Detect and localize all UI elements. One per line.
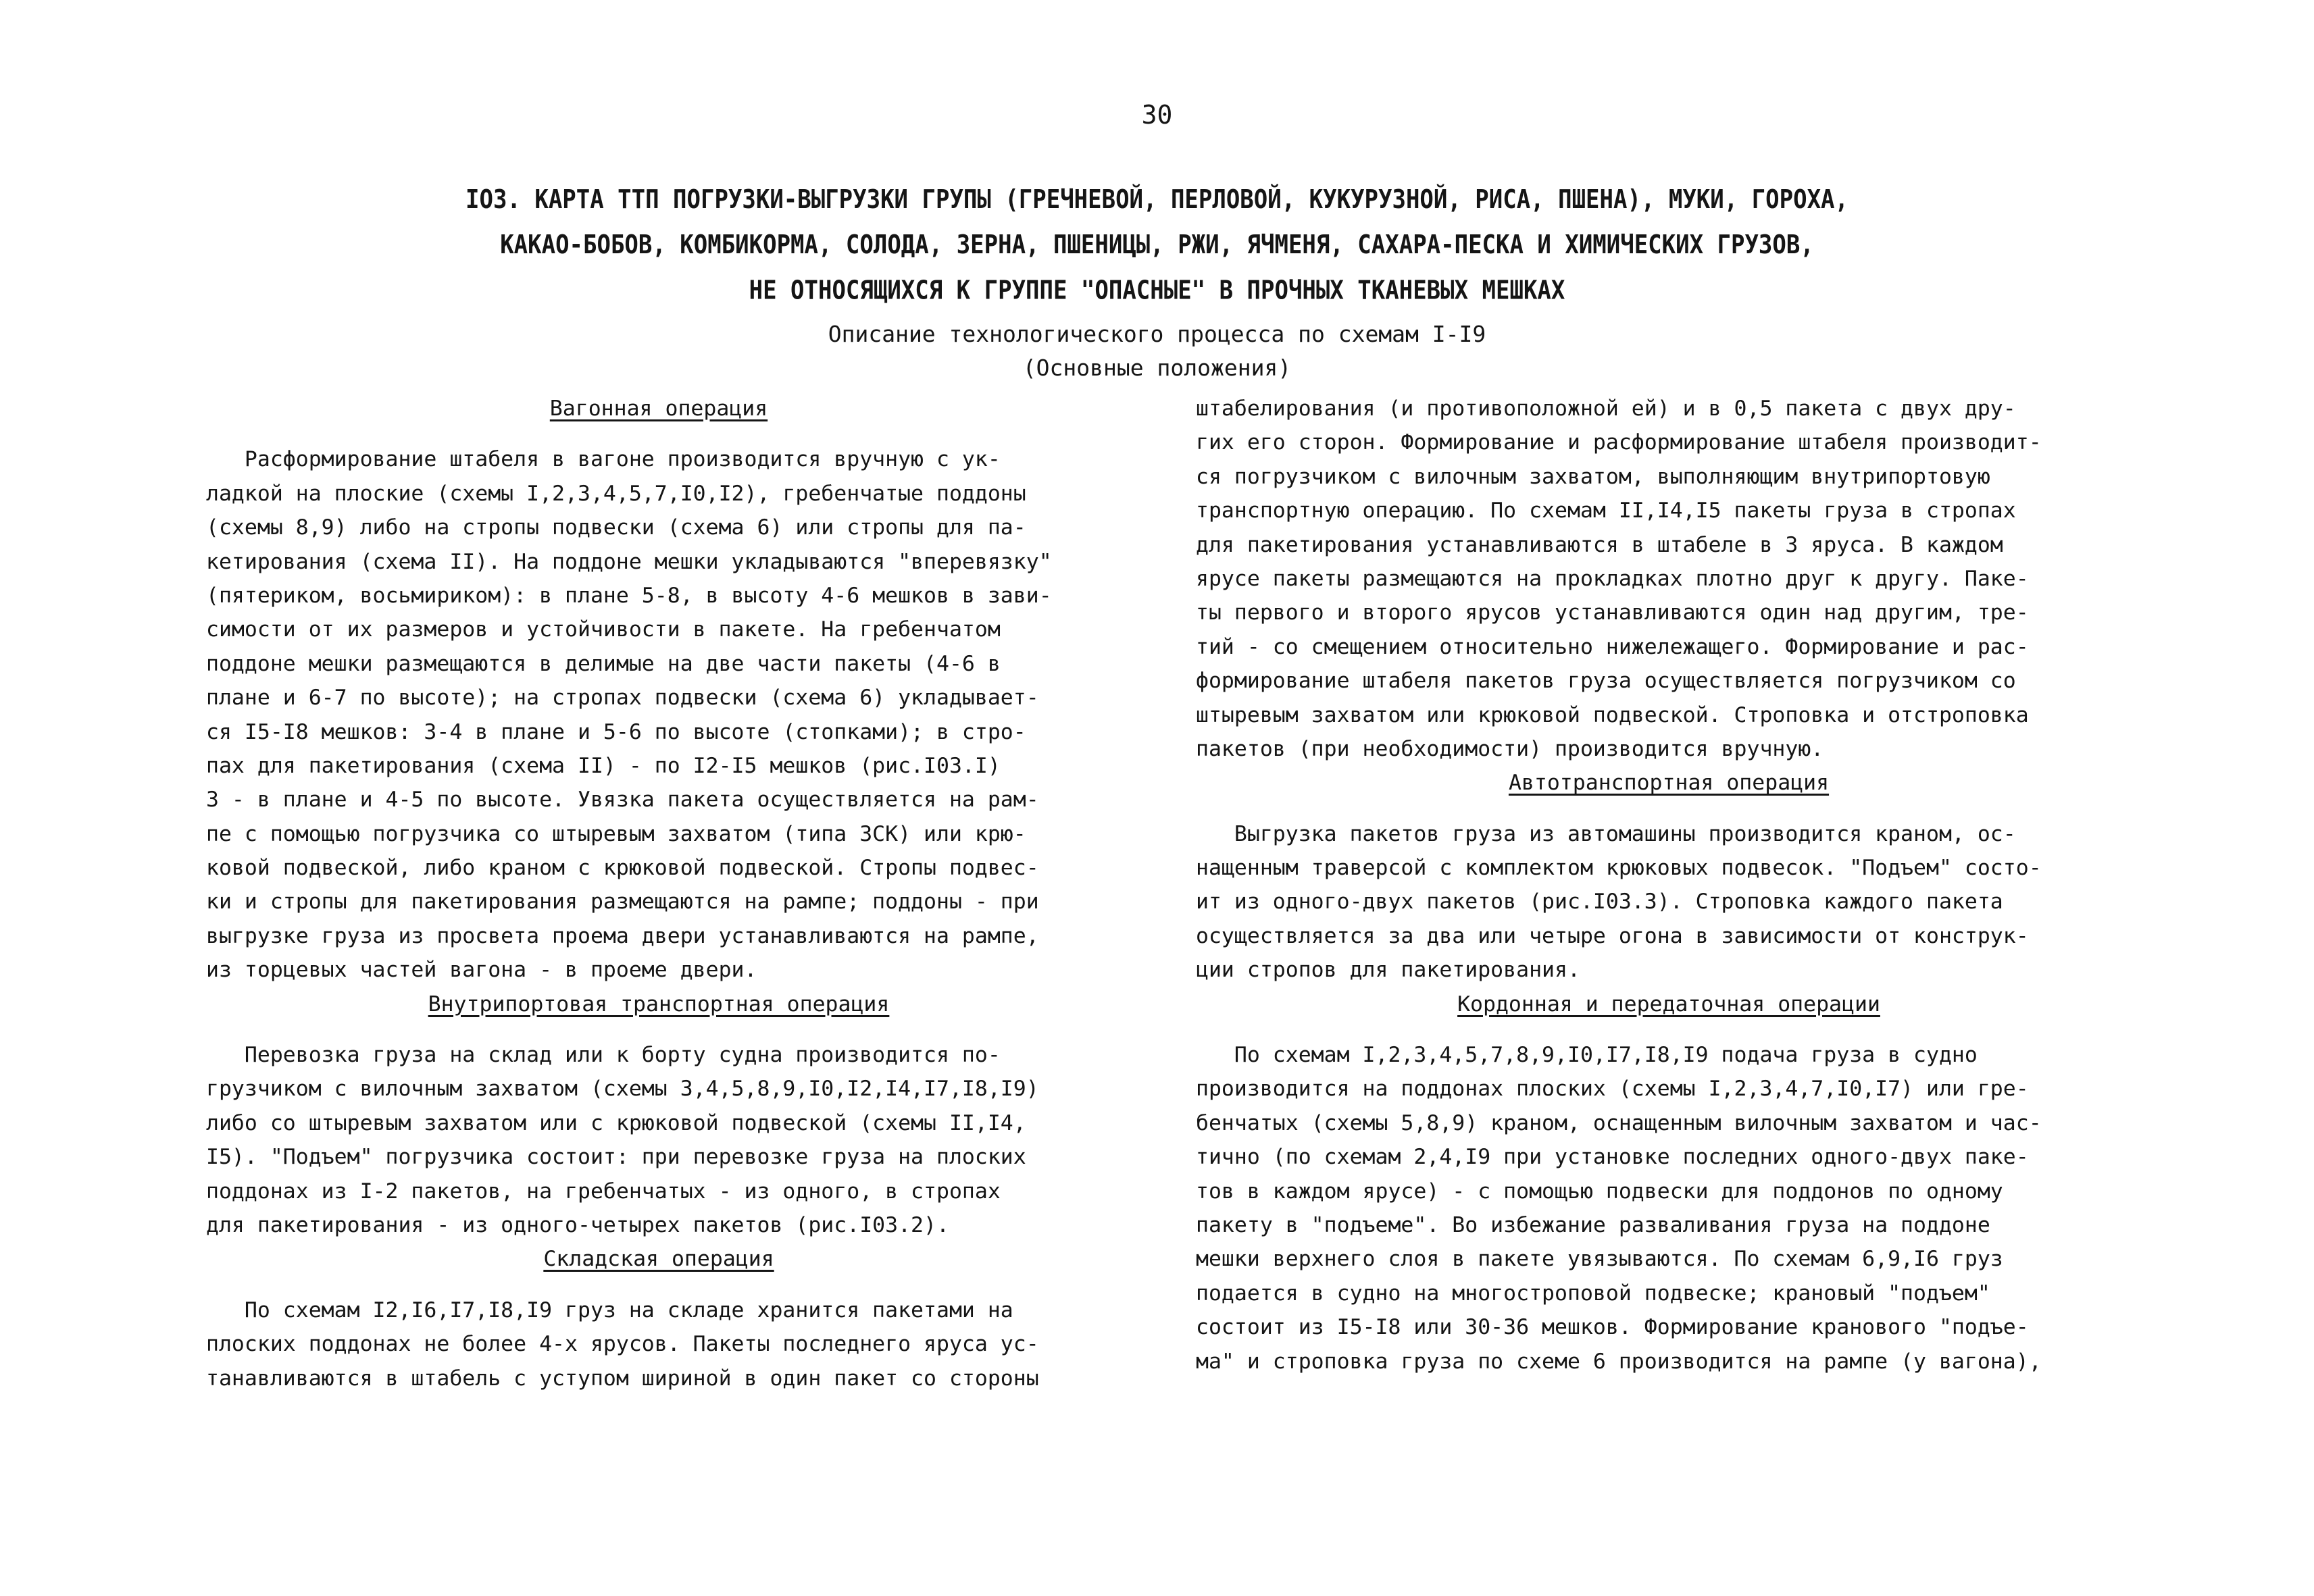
- text-line: транспортную операцию. По схемам II,I4,I5 пакеты груза в стропах: [1196, 498, 2016, 523]
- section-heading: Автотранспортная операция: [1508, 771, 1830, 796]
- right-column: [1196, 392, 2142, 1379]
- heading-spacer: [206, 1021, 1111, 1038]
- right-column-section: [1196, 766, 2142, 987]
- section-heading: Вагонная операция: [549, 396, 768, 421]
- section-heading: Кордонная и передаточная операции: [1457, 992, 1880, 1016]
- text-line: пакету в "подъеме". Во избежание разваливания груза на поддоне: [1196, 1212, 1990, 1237]
- text-line: плане и 6-7 по высоте); на стропах подвески (схема 6) укладывает-: [206, 686, 1039, 711]
- text-line: ковой подвеской, либо краном с крюковой подвеской. Стропы подвес-: [206, 856, 1039, 881]
- text-line: пакетов (при необходимости) производится вручную.: [1196, 736, 1824, 761]
- text-line: производится на поддонах плоских (схемы I,2,3,4,7,I0,I7) или гре-: [1196, 1077, 2029, 1102]
- text-line: выгрузке груза из просвета проема двери устанавливаются на рампе,: [206, 923, 1039, 948]
- text-line: ит из одного-двух пакетов (рис.I03.3). Строповка каждого пакета: [1196, 890, 2003, 915]
- page-number: 30: [1141, 100, 1173, 130]
- text-line: Расформирование штабеля в вагоне производится вручную с ук-: [206, 447, 1001, 472]
- right-column-section: [1196, 392, 2142, 766]
- text-line: нащенным траверсой с комплектом крюковых подвесок. "Подъем" состо-: [1196, 856, 2042, 881]
- text-line: бенчатых (схемы 5,8,9) краном, оснащенным вилочным захватом и час-: [1196, 1110, 2042, 1135]
- text-line: кетирования (схема II). На поддоне мешки укладываются "вперевязку": [206, 549, 1052, 574]
- text-line: По схемам I,2,3,4,5,7,8,9,I0,I7,I8,I9 подача груза в судно: [1196, 1043, 1978, 1068]
- text-line: По схемам I2,I6,I7,I8,I9 груз на складе хранится пакетами на: [206, 1297, 1013, 1322]
- text-line: поддоне мешки размещаются в делимые на две части пакеты (4-6 в: [206, 651, 1001, 676]
- document-subtitle: [270, 317, 2044, 385]
- text-line: состоит из I5-I8 или 30-36 мешков. Формирование кранового "подъе-: [1196, 1315, 2029, 1340]
- heading-spacer: [206, 426, 1111, 442]
- text-line: для пакетирования - из одного-четырех пакетов (рис.I03.2).: [206, 1212, 949, 1237]
- text-line: либо со штыревым захватом или с крюковой подвеской (схемы II,I4,: [206, 1110, 1026, 1135]
- text-line: ма" и строповка груза по схеме 6 производится на рампе (у вагона),: [1196, 1349, 2042, 1374]
- text-line: тично (по схемам 2,4,I9 при установке последних одного-двух паке-: [1196, 1145, 2029, 1170]
- text-line: плоских поддонах не более 4-х ярусов. Пакеты последнего яруса ус-: [206, 1332, 1039, 1357]
- text-line: осуществляется за два или четыре огона в зависимости от конструк-: [1196, 923, 2029, 948]
- title-line: НЕ ОТНОСЯЩИХСЯ К ГРУППЕ "ОПАСНЫЕ" В ПРОЧНЫХ ТКАНЕВЫХ МЕШКАХ: [749, 275, 1565, 306]
- title-line: КАКАО-БОБОВ, КОМБИКОРМА, СОЛОДА, ЗЕРНА, ПШЕНИЦЫ, РЖИ, ЯЧМЕНЯ, САХАРА-ПЕСКА И ХИМИЧЕСКИХ ГРУЗОВ,: [500, 230, 1814, 261]
- heading-spacer: [1196, 800, 2142, 817]
- text-line: гих его сторон. Формирование и расформирование штабеля производит-: [1196, 430, 2042, 455]
- text-line: для пакетирования устанавливаются в штабеле в 3 яруса. В каждом: [1196, 532, 2003, 557]
- text-line: танавливаются в штабель с уступом шириной в один пакет со стороны: [206, 1366, 1039, 1391]
- text-line: ся I5-I8 мешков: 3-4 в плане и 5-6 по высоте (стопками); в стро-: [206, 719, 1026, 744]
- text-line: тов в каждом ярусе) - с помощью подвески для поддонов по одному: [1196, 1179, 2003, 1204]
- left-column-section: [206, 987, 1111, 1243]
- text-line: ции стропов для пакетирования.: [1196, 958, 1580, 983]
- text-line: из торцевых частей вагона - в проеме двери.: [206, 958, 757, 983]
- heading-spacer: [206, 1277, 1111, 1293]
- left-column-section: [206, 392, 1111, 987]
- text-line: пах для пакетирования (схема II) - по I2-I5 мешков (рис.I03.I): [206, 753, 1001, 778]
- text-line: симости от их размеров и устойчивости в пакете. На гребенчатом: [206, 617, 1001, 642]
- text-line: ладкой на плоские (схемы I,2,3,4,5,7,I0,I2), гребенчатые поддоны: [206, 481, 1026, 506]
- text-line: Выгрузка пакетов груза из автомашины производится краном, ос-: [1196, 821, 2016, 846]
- text-line: формирование штабеля пакетов груза осуществляется погрузчиком со: [1196, 669, 2016, 694]
- section-heading: Внутрипортовая транспортная операция: [428, 992, 890, 1016]
- text-line: грузчиком с вилочным захватом (схемы 3,4,5,8,9,I0,I2,I4,I7,I8,I9): [206, 1077, 1039, 1102]
- text-line: поддонах из I-2 пакетов, на гребенчатых - из одного, в стропах: [206, 1179, 1001, 1204]
- section-heading: Складская операция: [543, 1247, 774, 1272]
- text-line: (схемы 8,9) либо на стропы подвески (схема 6) или стропы для па-: [206, 515, 1026, 540]
- left-column-section: [206, 1242, 1111, 1395]
- subtitle-line: (Основные положения): [1022, 355, 1292, 381]
- text-line: подается в судно на многостроповой подвеске; крановый "подъем": [1196, 1281, 1990, 1306]
- text-line: штыревым захватом или крюковой подвеской. Строповка и отстроповка: [1196, 702, 2029, 727]
- title-line: IO3. КАРТА ТТП ПОГРУЗКИ-ВЫГРУЗКИ ГРУПЫ (ГРЕЧНЕВОЙ, ПЕРЛОВОЙ, КУКУРУЗНОЙ, РИСА, ПШЕНА), МУКИ, ГОРОХА,: [466, 184, 1848, 215]
- heading-spacer: [1196, 1021, 2142, 1038]
- text-line: (пятериком, восьмириком): в плане 5-8, в высоту 4-6 мешков в зави-: [206, 583, 1052, 608]
- text-line: тий - со смещением относительно нижележащего. Формирование и рас-: [1196, 634, 2029, 659]
- text-line: ярусе пакеты размещаются на прокладках плотно друг к другу. Паке-: [1196, 566, 2029, 591]
- left-column: [206, 392, 1111, 1395]
- text-line: пе с помощью погрузчика со штыревым захватом (типа ЗСК) или крю-: [206, 821, 1026, 846]
- right-column-section: [1196, 987, 2142, 1379]
- text-line: 3 - в плане и 4-5 по высоте. Увязка пакета осуществляется на рам-: [206, 788, 1039, 813]
- document-title: [270, 177, 2044, 313]
- text-line: мешки верхнего слоя в пакете увязываются. По схемам 6,9,I6 груз: [1196, 1247, 2003, 1272]
- text-line: ты первого и второго ярусов устанавливаются один над другим, тре-: [1196, 600, 2029, 625]
- subtitle-line: Описание технологического процесса по схемам I-I9: [828, 321, 1486, 347]
- text-line: ки и стропы для пакетирования размещаются на рампе; поддоны - при: [206, 890, 1039, 915]
- text-line: ся погрузчиком с вилочным захватом, выполняющим внутрипортовую: [1196, 464, 1990, 489]
- text-line: Перевозка груза на склад или к борту судна производится по-: [206, 1043, 1001, 1068]
- text-line: штабелирования (и противоположной ей) и в 0,5 пакета с двух дру-: [1196, 396, 2016, 421]
- text-line: I5). "Подъем" погрузчика состоит: при перевозке груза на плоских: [206, 1145, 1026, 1170]
